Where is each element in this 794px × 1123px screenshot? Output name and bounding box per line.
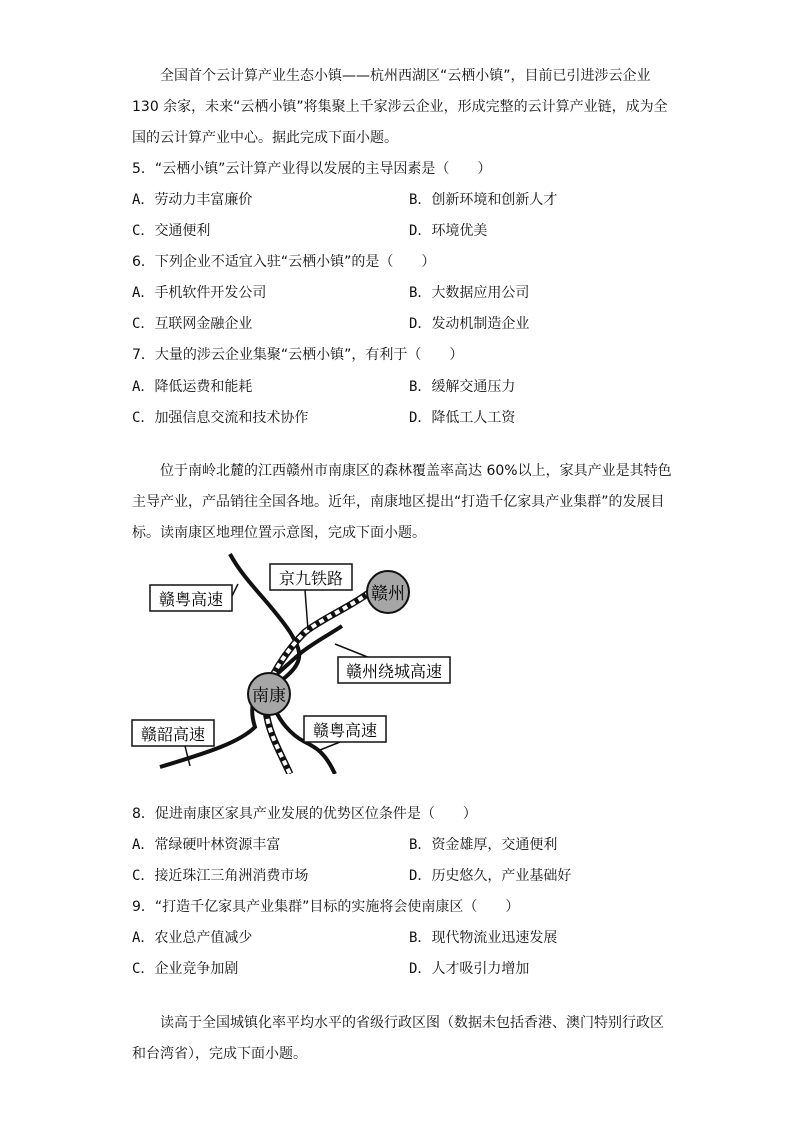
option-text: 环境优美	[431, 223, 488, 239]
option-label: D．	[409, 223, 432, 239]
option-b	[409, 190, 557, 210]
option-a	[132, 835, 280, 855]
option-label: C．	[132, 316, 155, 332]
option-label: A．	[132, 930, 155, 946]
option-label: A．	[132, 379, 155, 395]
passage-3-line: 和台湾省），完成下面小题。	[132, 1046, 307, 1062]
option-b	[409, 283, 529, 303]
option-b	[409, 377, 515, 397]
passage-1-line: 国的云计算产业中心。据此完成下面小题。	[132, 130, 398, 146]
option-c	[132, 959, 238, 979]
option-text: 交通便利	[154, 223, 211, 239]
passage-2-line: 位于南岭北麓的江西赣州市南康区的森林覆盖率高达 60%以上，家具产业是其特色	[160, 463, 672, 479]
option-label: B．	[409, 379, 432, 395]
ganyue-north-label: 赣粤高速	[158, 590, 224, 609]
option-c	[132, 408, 308, 428]
option-c	[132, 866, 308, 886]
option-text: 大数据应用公司	[431, 285, 530, 301]
passage-2-line: 标。读南康区地理位置示意图，完成下面小题。	[132, 525, 426, 541]
option-label: D．	[409, 410, 432, 426]
ganyue-south-label: 赣粤高速	[312, 721, 378, 740]
option-d	[409, 408, 515, 428]
option-label: B．	[409, 285, 432, 301]
option-b	[409, 928, 557, 948]
option-d	[409, 221, 487, 241]
ganzhou-label: 赣州	[371, 584, 405, 604]
option-text: 手机软件开发公司	[154, 285, 267, 301]
question-stem: 6．下列企业不适宜入驻“云栖小镇”的是（ ）	[132, 254, 436, 270]
option-label: A．	[132, 285, 155, 301]
option-a	[132, 928, 252, 948]
option-text: 发动机制造企业	[431, 316, 530, 332]
option-label: B．	[409, 930, 432, 946]
option-text: 创新环境和创新人才	[431, 192, 558, 208]
option-label: D．	[409, 316, 432, 332]
option-text: 历史悠久，产业基础好	[431, 868, 572, 884]
option-text: 人才吸引力增加	[431, 961, 530, 977]
question-stem: 5．“云栖小镇”云计算产业得以发展的主导因素是（ ）	[132, 161, 492, 177]
leader-line	[320, 742, 340, 750]
ganshao-label: 赣韶高速	[140, 725, 206, 744]
option-a	[132, 377, 252, 397]
nankang-label: 南康	[252, 686, 286, 706]
option-text: 企业竞争加剧	[154, 961, 239, 977]
option-text: 降低运费和能耗	[154, 379, 253, 395]
option-text: 资金雄厚，交通便利	[431, 837, 558, 853]
option-text: 劳动力丰富廉价	[154, 192, 253, 208]
option-text: 降低工人工资	[431, 410, 516, 426]
option-label: C．	[132, 223, 155, 239]
question-stem: 8．促进南康区家具产业发展的优势区位条件是（ ）	[132, 806, 477, 822]
option-label: C．	[132, 410, 155, 426]
option-text: 缓解交通压力	[431, 379, 516, 395]
nankang-location-map	[130, 552, 455, 774]
passage-1-line: 130 余家，未来“云栖小镇”将集聚上千家涉云企业，形成完整的云计算产业链，成为全	[132, 99, 668, 115]
option-label: A．	[132, 192, 155, 208]
option-label: A．	[132, 837, 155, 853]
question-stem: 7．大量的涉云企业集聚“云栖小镇”，有利于（ ）	[132, 347, 464, 363]
option-text: 常绿硬叶林资源丰富	[154, 837, 281, 853]
option-c	[132, 221, 210, 241]
leader-line	[305, 590, 308, 630]
option-label: C．	[132, 868, 155, 884]
option-label: B．	[409, 837, 432, 853]
option-d	[409, 959, 529, 979]
jingjiu-label: 京九铁路	[278, 569, 344, 588]
ganzhou-ring-label: 赣州绕城高速	[345, 662, 443, 681]
option-label: B．	[409, 192, 432, 208]
passage-2-line: 主导产业，产品销往全国各地。近年，南康地区提出“打造千亿家具产业集群”的发展目	[132, 494, 665, 510]
option-text: 接近珠江三角洲消费市场	[154, 868, 309, 884]
option-text: 互联网金融企业	[154, 316, 253, 332]
option-text: 加强信息交流和技术协作	[154, 410, 309, 426]
passage-3-line: 读高于全国城镇化率平均水平的省级行政区图（数据未包括香港、澳门特别行政区	[160, 1015, 664, 1031]
option-b	[409, 835, 557, 855]
passage-1-line: 全国首个云计算产业生态小镇——杭州西湖区“云栖小镇”，目前已引进涉云企业	[160, 68, 651, 84]
option-a	[132, 283, 266, 303]
option-label: D．	[409, 961, 432, 977]
option-d	[409, 314, 529, 334]
option-c	[132, 314, 252, 334]
leader-line	[335, 644, 370, 658]
option-text: 现代物流业迅速发展	[431, 930, 558, 946]
option-d	[409, 866, 571, 886]
option-label: C．	[132, 961, 155, 977]
question-stem: 9．“打造千亿家具产业集群”目标的实施将会使南康区（ ）	[132, 899, 520, 915]
option-text: 农业总产值减少	[154, 930, 253, 946]
option-label: D．	[409, 868, 432, 884]
option-a	[132, 190, 252, 210]
